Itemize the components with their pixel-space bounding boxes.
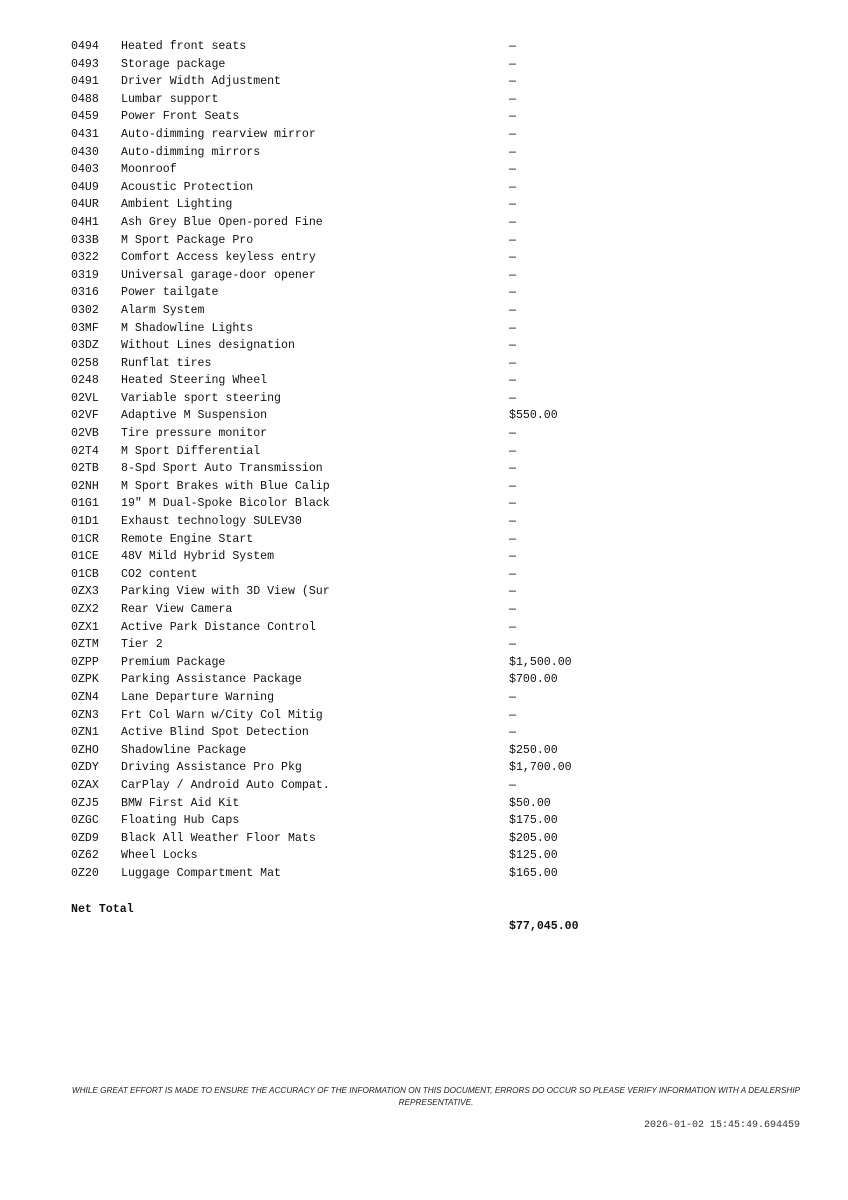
option-code: 02VF xyxy=(71,409,99,423)
option-description: M Sport Package Pro xyxy=(121,233,254,247)
option-row xyxy=(71,126,631,144)
option-description: Runflat tires xyxy=(121,356,212,370)
option-price: — xyxy=(509,444,516,458)
option-code: 033B xyxy=(71,233,99,247)
option-price: — xyxy=(509,303,516,317)
print-timestamp: 2026-01-02 15:45:49.694459 xyxy=(643,1120,800,1131)
option-row xyxy=(71,196,631,214)
option-row xyxy=(71,337,631,355)
option-price: — xyxy=(509,374,516,388)
option-price: — xyxy=(509,532,516,546)
option-row xyxy=(71,531,631,549)
option-description: CarPlay / Android Auto Compat. xyxy=(121,778,330,792)
option-code: 01CB xyxy=(71,567,99,581)
option-description: Tier 2 xyxy=(121,638,163,652)
option-price: $1,700.00 xyxy=(509,761,572,775)
option-price: $175.00 xyxy=(509,814,558,828)
option-description: Lane Departure Warning xyxy=(121,690,275,704)
option-row xyxy=(71,724,631,742)
option-code: 03DZ xyxy=(71,339,99,353)
option-description: Rear View Camera xyxy=(121,603,233,616)
option-price: — xyxy=(509,356,516,370)
option-price: — xyxy=(509,75,516,89)
option-description: M Shadowline Lights xyxy=(121,321,254,335)
option-code: 02VB xyxy=(71,427,99,441)
option-row xyxy=(71,302,631,320)
option-code: 01CR xyxy=(71,532,99,546)
option-row xyxy=(71,495,631,513)
option-row xyxy=(71,601,631,619)
option-code: 01D1 xyxy=(71,515,99,529)
option-description: Exhaust technology SULEV30 xyxy=(121,515,302,529)
option-description: Variable sport steering xyxy=(121,391,282,405)
option-code: 0ZX2 xyxy=(71,603,99,616)
option-row xyxy=(71,830,631,848)
option-price: — xyxy=(509,427,516,441)
option-description: Parking View with 3D View (Sur xyxy=(121,585,330,599)
option-description: Ash Grey Blue Open-pored Fine xyxy=(121,215,323,229)
option-price: — xyxy=(509,180,516,194)
option-code: 0493 xyxy=(71,57,99,71)
option-code: 0Z20 xyxy=(71,866,99,880)
option-row xyxy=(71,777,631,795)
option-row xyxy=(71,759,631,777)
option-row xyxy=(71,847,631,865)
net-total-amount: $77,045.00 xyxy=(509,920,579,934)
option-code: 0258 xyxy=(71,356,99,370)
option-code: 0ZPP xyxy=(71,655,99,669)
option-code: 01G1 xyxy=(71,497,99,511)
option-description: Active Blind Spot Detection xyxy=(121,726,309,740)
option-row xyxy=(71,249,631,267)
option-code: 0ZX1 xyxy=(71,620,99,634)
option-description: Power Front Seats xyxy=(121,110,240,124)
option-description: Luggage Compartment Mat xyxy=(121,866,282,880)
option-code: 0ZJ5 xyxy=(71,796,99,810)
option-price: — xyxy=(509,462,516,476)
option-price: — xyxy=(509,286,516,300)
option-price: — xyxy=(509,708,516,722)
option-code: 03MF xyxy=(71,321,99,335)
net-total-row xyxy=(71,883,631,934)
option-price: — xyxy=(509,268,516,282)
option-row xyxy=(71,56,631,74)
option-row xyxy=(71,636,631,654)
option-row xyxy=(71,267,631,285)
option-price: $250.00 xyxy=(509,743,558,757)
option-code: 0ZAX xyxy=(71,778,99,792)
option-code: 0403 xyxy=(71,163,99,177)
option-code: 0494 xyxy=(71,40,99,53)
option-code: 0ZTM xyxy=(71,638,99,652)
option-price: $205.00 xyxy=(509,831,558,845)
option-code: 04U9 xyxy=(71,180,99,194)
option-row xyxy=(71,460,631,478)
option-price: — xyxy=(509,251,516,265)
option-price: — xyxy=(509,339,516,353)
option-description: Alarm System xyxy=(121,303,205,317)
option-row xyxy=(71,320,631,338)
option-description: Ambient Lighting xyxy=(121,198,233,212)
option-price: $50.00 xyxy=(509,796,551,810)
option-description: Parking Assistance Package xyxy=(121,673,302,687)
option-description: M Sport Brakes with Blue Calip xyxy=(121,479,330,493)
option-row xyxy=(71,407,631,425)
option-description: CO2 content xyxy=(121,567,198,581)
option-description: Storage package xyxy=(121,57,226,71)
option-row xyxy=(71,284,631,302)
option-row xyxy=(71,619,631,637)
option-price: — xyxy=(509,233,516,247)
option-code: 02T4 xyxy=(71,444,99,458)
option-row xyxy=(71,161,631,179)
option-row xyxy=(71,390,631,408)
option-description: Comfort Access keyless entry xyxy=(121,251,316,265)
option-price: — xyxy=(509,638,516,652)
option-code: 02TB xyxy=(71,462,99,476)
option-code: 0Z62 xyxy=(71,849,99,863)
option-description: Premium Package xyxy=(121,655,226,669)
option-description: Power tailgate xyxy=(121,286,219,300)
option-row xyxy=(71,179,631,197)
option-row xyxy=(71,214,631,232)
option-price: — xyxy=(509,550,516,564)
option-row xyxy=(71,144,631,162)
option-description: Universal garage-door opener xyxy=(121,268,316,282)
option-price: — xyxy=(509,110,516,124)
option-price: — xyxy=(509,391,516,405)
option-row xyxy=(71,583,631,601)
option-code: 0ZGC xyxy=(71,814,99,828)
option-description: Auto-dimming mirrors xyxy=(121,145,261,159)
option-price: — xyxy=(509,585,516,599)
option-code: 0ZHO xyxy=(71,743,99,757)
option-row xyxy=(71,548,631,566)
option-price: — xyxy=(509,92,516,106)
option-code: 0430 xyxy=(71,145,99,159)
option-description: Adaptive M Suspension xyxy=(121,409,268,423)
option-price: — xyxy=(509,198,516,212)
option-description: Lumbar support xyxy=(121,92,219,106)
option-code: 0491 xyxy=(71,75,99,89)
option-code: 0488 xyxy=(71,92,99,106)
option-description: Black All Weather Floor Mats xyxy=(121,831,316,845)
option-row xyxy=(71,108,631,126)
option-description: Active Park Distance Control xyxy=(121,620,316,634)
option-price: — xyxy=(509,145,516,159)
option-code: 0316 xyxy=(71,286,99,300)
option-price: — xyxy=(509,778,516,792)
option-code: 0302 xyxy=(71,303,99,317)
option-price: — xyxy=(509,620,516,634)
option-row xyxy=(71,91,631,109)
option-price: $550.00 xyxy=(509,409,558,423)
option-description: Moonroof xyxy=(121,163,177,177)
option-row xyxy=(71,707,631,725)
option-row xyxy=(71,671,631,689)
option-row xyxy=(71,742,631,760)
option-code: 02NH xyxy=(71,479,99,493)
option-row xyxy=(71,425,631,443)
option-code: 0ZN3 xyxy=(71,708,99,722)
option-price: — xyxy=(509,690,516,704)
option-code: 0ZX3 xyxy=(71,585,99,599)
option-code: 0248 xyxy=(71,374,99,388)
option-row xyxy=(71,654,631,672)
option-description: Heated front seats xyxy=(121,40,247,53)
option-code: 0ZN1 xyxy=(71,726,99,740)
option-row xyxy=(71,865,631,883)
option-row xyxy=(71,689,631,707)
option-code: 0459 xyxy=(71,110,99,124)
option-code: 0ZN4 xyxy=(71,690,99,704)
disclaimer-text: WHILE GREAT EFFORT IS MADE TO ENSURE THE ACCURACY OF THE INFORMATION ON THIS DOCUMENT, ERRORS DO OCCUR SO PLEASE VERIFY INFORMATION WITH A DEALERSHIP REPRESENTATIVE. xyxy=(71,1086,801,1107)
option-code: 04UR xyxy=(71,198,99,212)
option-row xyxy=(71,232,631,250)
option-price: — xyxy=(509,127,516,141)
option-price: — xyxy=(509,603,516,616)
option-price: — xyxy=(509,40,516,53)
option-row xyxy=(71,795,631,813)
option-description: Auto-dimming rearview mirror xyxy=(121,127,316,141)
option-description: Without Lines designation xyxy=(121,339,295,353)
option-price: — xyxy=(509,515,516,529)
option-row xyxy=(71,443,631,461)
option-description: M Sport Differential xyxy=(121,444,261,458)
option-row xyxy=(71,566,631,584)
option-code: 0431 xyxy=(71,127,99,141)
option-code: 01CE xyxy=(71,550,99,564)
option-description: Floating Hub Caps xyxy=(121,814,240,828)
option-row xyxy=(71,355,631,373)
option-description: Remote Engine Start xyxy=(121,532,254,546)
option-description: Shadowline Package xyxy=(121,743,247,757)
option-row xyxy=(71,812,631,830)
option-description: Heated Steering Wheel xyxy=(121,374,268,388)
option-code: 0ZDY xyxy=(71,761,99,775)
option-description: 8-Spd Sport Auto Transmission xyxy=(121,462,323,476)
option-row xyxy=(71,38,631,56)
option-row xyxy=(71,372,631,390)
option-description: Acoustic Protection xyxy=(121,180,254,194)
option-price: $125.00 xyxy=(509,849,558,863)
net-total-label: Net Total xyxy=(71,902,134,916)
option-description: 48V Mild Hybrid System xyxy=(121,550,275,564)
options-list xyxy=(71,38,631,883)
option-price: — xyxy=(509,567,516,581)
option-description: Driving Assistance Pro Pkg xyxy=(121,761,302,775)
option-description: Frt Col Warn w/City Col Mitig xyxy=(121,708,323,722)
option-price: $700.00 xyxy=(509,673,558,687)
option-code: 0322 xyxy=(71,251,99,265)
option-description: BMW First Aid Kit xyxy=(121,796,240,810)
option-code: 04H1 xyxy=(71,215,99,229)
option-price: — xyxy=(509,215,516,229)
option-description: Wheel Locks xyxy=(121,849,198,863)
option-price: — xyxy=(509,57,516,71)
option-description: Driver Width Adjustment xyxy=(121,75,282,89)
option-price: $1,500.00 xyxy=(509,655,572,669)
option-description: Tire pressure monitor xyxy=(121,427,268,441)
option-row xyxy=(71,478,631,496)
option-price: — xyxy=(509,497,516,511)
option-price: — xyxy=(509,321,516,335)
option-code: 0ZPK xyxy=(71,673,99,687)
option-code: 0319 xyxy=(71,268,99,282)
option-price: — xyxy=(509,726,516,740)
option-code: 0ZD9 xyxy=(71,831,99,845)
option-price: — xyxy=(509,163,516,177)
option-price: — xyxy=(509,479,516,493)
option-price: $165.00 xyxy=(509,866,558,880)
option-row xyxy=(71,513,631,531)
option-description: 19" M Dual-Spoke Bicolor Black xyxy=(121,497,330,511)
option-code: 02VL xyxy=(71,391,99,405)
option-row xyxy=(71,73,631,91)
